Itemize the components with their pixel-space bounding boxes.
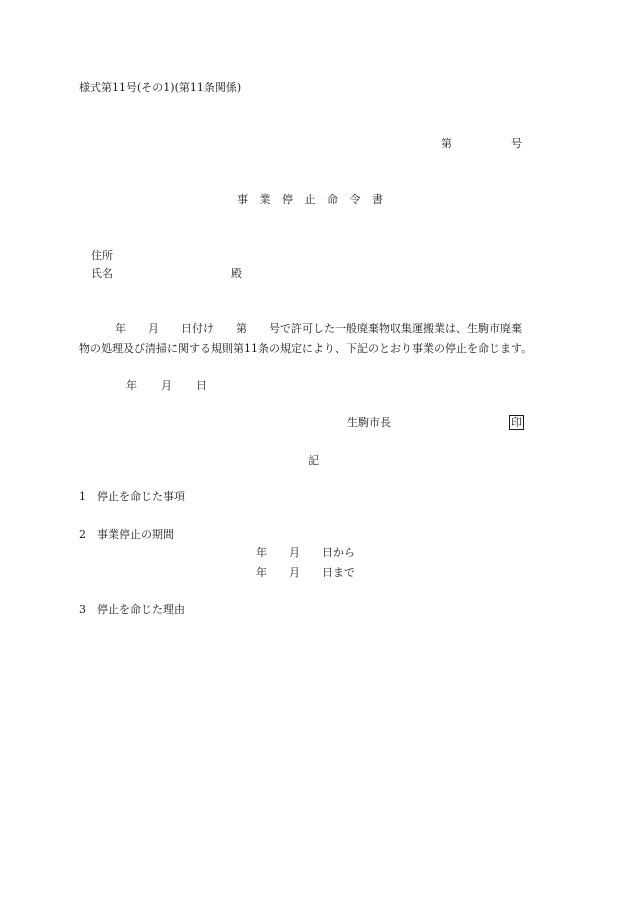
name-label: 氏名 [91, 267, 113, 280]
address-label: 住所 [91, 249, 113, 262]
item-2: 2 事業停止の期間 [79, 528, 174, 541]
item-1: 1 停止を命じた事項 [79, 490, 185, 503]
period-from: 年 月 日から [256, 546, 355, 559]
honorific: 殿 [231, 267, 242, 280]
seal-stamp: 印 [511, 416, 522, 429]
issuer-title: 生駒市長 [347, 416, 391, 429]
date-month: 月 [161, 379, 172, 392]
document-title: 事 業 停 止 命 令 書 [237, 193, 387, 206]
item-3: 3 停止を命じた理由 [79, 603, 185, 616]
period-to: 年 月 日まで [256, 566, 355, 579]
body-line-1: 年 月 日付け 第 号で許可した一般廃棄物収集運搬業は、生駒市廃棄 [115, 322, 522, 335]
form-label: 様式第11号(その1)(第11条関係) [79, 81, 242, 94]
number-prefix: 第 [441, 137, 452, 150]
date-year: 年 [126, 379, 137, 392]
seal-mark [509, 415, 524, 430]
body-line-2: 物の処理及び清掃に関する規則第11条の規定により、下記のとおり事業の停止を命じます。 [79, 342, 533, 355]
number-suffix: 号 [511, 137, 522, 150]
date-day: 日 [196, 379, 207, 392]
ki-heading: 記 [308, 454, 319, 467]
